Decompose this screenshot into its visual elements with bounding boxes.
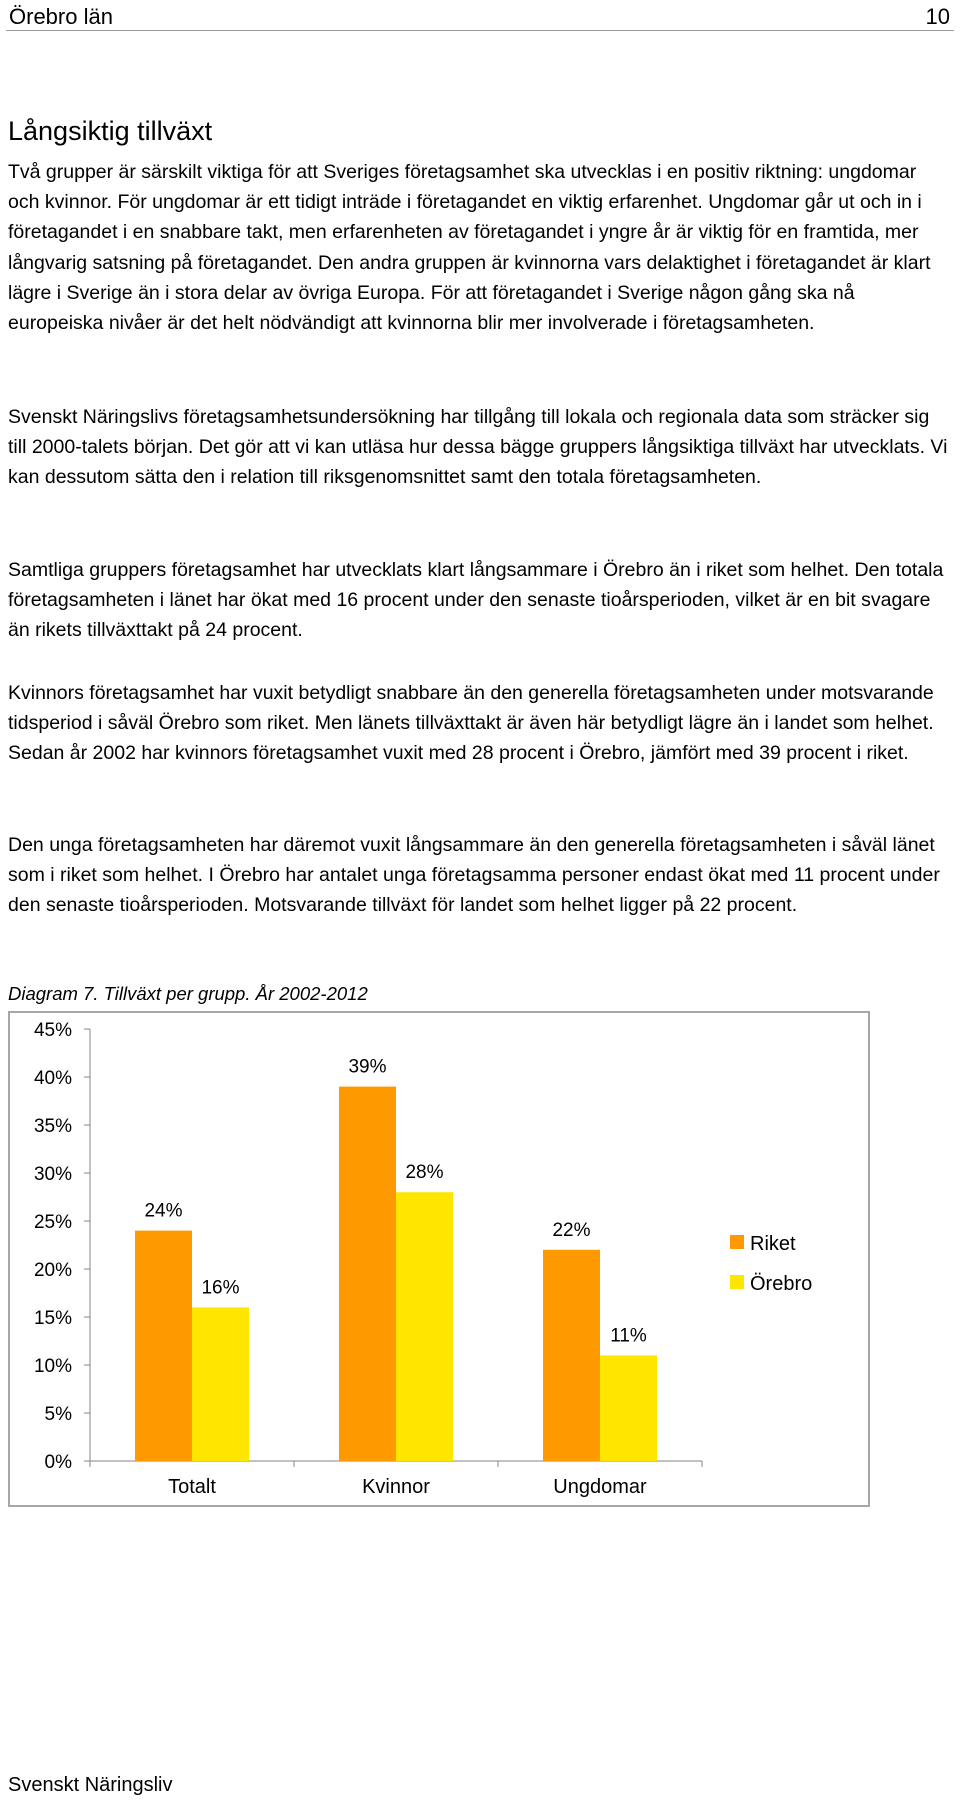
y-tick-label: 30% <box>33 1164 72 1185</box>
data-label: 16% <box>201 1277 240 1299</box>
paragraph-overall: Samtliga gruppers företagsamhet har utvecklats klart långsammare i Örebro än i riket som helhet. Den totala företagsamheten i länet har ökat med 16 procent under den senaste tioårsperioden, vilket är en bit svagare än rikets tillväxttakt på 24 procent. <box>8 559 944 642</box>
paragraph-youth: Den unga företagsamheten har däremot vuxit långsammare än den generella företagsamheten i såväl länet som i riket som helhet. I Örebro har antalet unga företagsamma personer endast ökat med 11 procent under den senaste tioårsperioden. Motsvarande tillväxt för landet som helhet ligger på 22 procent. <box>8 834 940 917</box>
bar-riket <box>339 1087 396 1461</box>
bar-riket <box>543 1250 600 1461</box>
y-tick-label: 20% <box>33 1260 72 1281</box>
y-tick-label: 5% <box>44 1404 72 1425</box>
data-label: 11% <box>610 1325 647 1347</box>
paragraph-women: Kvinnors företagsamhet har vuxit betydligt snabbare än den generella företagsamheten under motsvarande tidsperiod i såväl Örebro som riket. Men länets tillväxttakt är även här betydligt lägre än i landet som helhet. Sedan år 2002 har kvinnors företagsamhet vuxit med 28 procent i Örebro, jämfört med 39 procent i riket. <box>8 682 934 765</box>
paragraph-survey: Svenskt Näringslivs företagsamhetsundersökning har tillgång till lokala och regionala data som sträcker sig till 2000-talets början. Det gör att vi kan utläsa hur dessa bägge gruppers långsiktiga tillväxt har utvecklats. Vi kan dessutom sätta den i relation till riksgenomsnittet samt den totala företagsamheten. <box>8 406 948 489</box>
y-tick-label: 15% <box>33 1308 72 1329</box>
y-tick-label: 35% <box>33 1116 72 1137</box>
data-label: 28% <box>405 1162 444 1184</box>
y-tick-label: 40% <box>33 1068 72 1089</box>
chart-caption: Diagram 7. Tillväxt per grupp. År 2002-2012 <box>8 983 368 1004</box>
x-category-label: Ungdomar <box>553 1476 647 1498</box>
footer-publisher: Svenskt Näringsliv <box>8 1774 173 1796</box>
data-label: 39% <box>348 1056 387 1078</box>
bar-örebro <box>396 1192 453 1461</box>
bar-örebro <box>192 1307 249 1461</box>
page-header <box>6 0 954 31</box>
x-category-label: Kvinnor <box>362 1476 430 1498</box>
legend-swatch-örebro <box>730 1275 744 1289</box>
page-number: 10 <box>925 4 950 29</box>
data-label: 24% <box>144 1200 183 1222</box>
y-tick-label: 10% <box>33 1356 72 1377</box>
chart-frame <box>8 1011 870 1507</box>
y-tick-label: 0% <box>44 1452 72 1473</box>
bar-örebro <box>600 1355 657 1461</box>
x-category-label: Totalt <box>168 1476 216 1498</box>
header-region: Örebro län <box>9 4 113 29</box>
data-label: 22% <box>552 1219 591 1241</box>
paragraph-intro: Två grupper är särskilt viktiga för att Sveriges företagsamhet ska utvecklas i en positiv riktning: ungdomar och kvinnor. För ungdomar är ett tidigt inträde i företagandet en viktig erfarenhet. Ungdomar går ut och in i företagandet i en snabbare takt, men erfarenheten av företagandet i yngre år är viktig för en framtida, mer långvarig satsning på företagandet. Den andra gruppen är kvinnorna vars delaktighet i företagandet är klart lägre i Sverige än i stora delar av övriga Europa. För att företagandet i Sverige någon gång ska nå europeiska nivåer är det helt nödvändigt att kvinnorna blir mer involverade i företagsamheten. <box>8 161 931 335</box>
y-tick-label: 25% <box>33 1212 72 1233</box>
section-heading: Långsiktig tillväxt <box>8 116 213 146</box>
bar-chart <box>10 1013 868 1505</box>
legend-label: Örebro <box>750 1273 813 1295</box>
legend-label: Riket <box>750 1233 796 1255</box>
legend-swatch-riket <box>730 1235 744 1249</box>
y-tick-label: 45% <box>33 1020 72 1041</box>
bar-riket <box>135 1231 192 1461</box>
